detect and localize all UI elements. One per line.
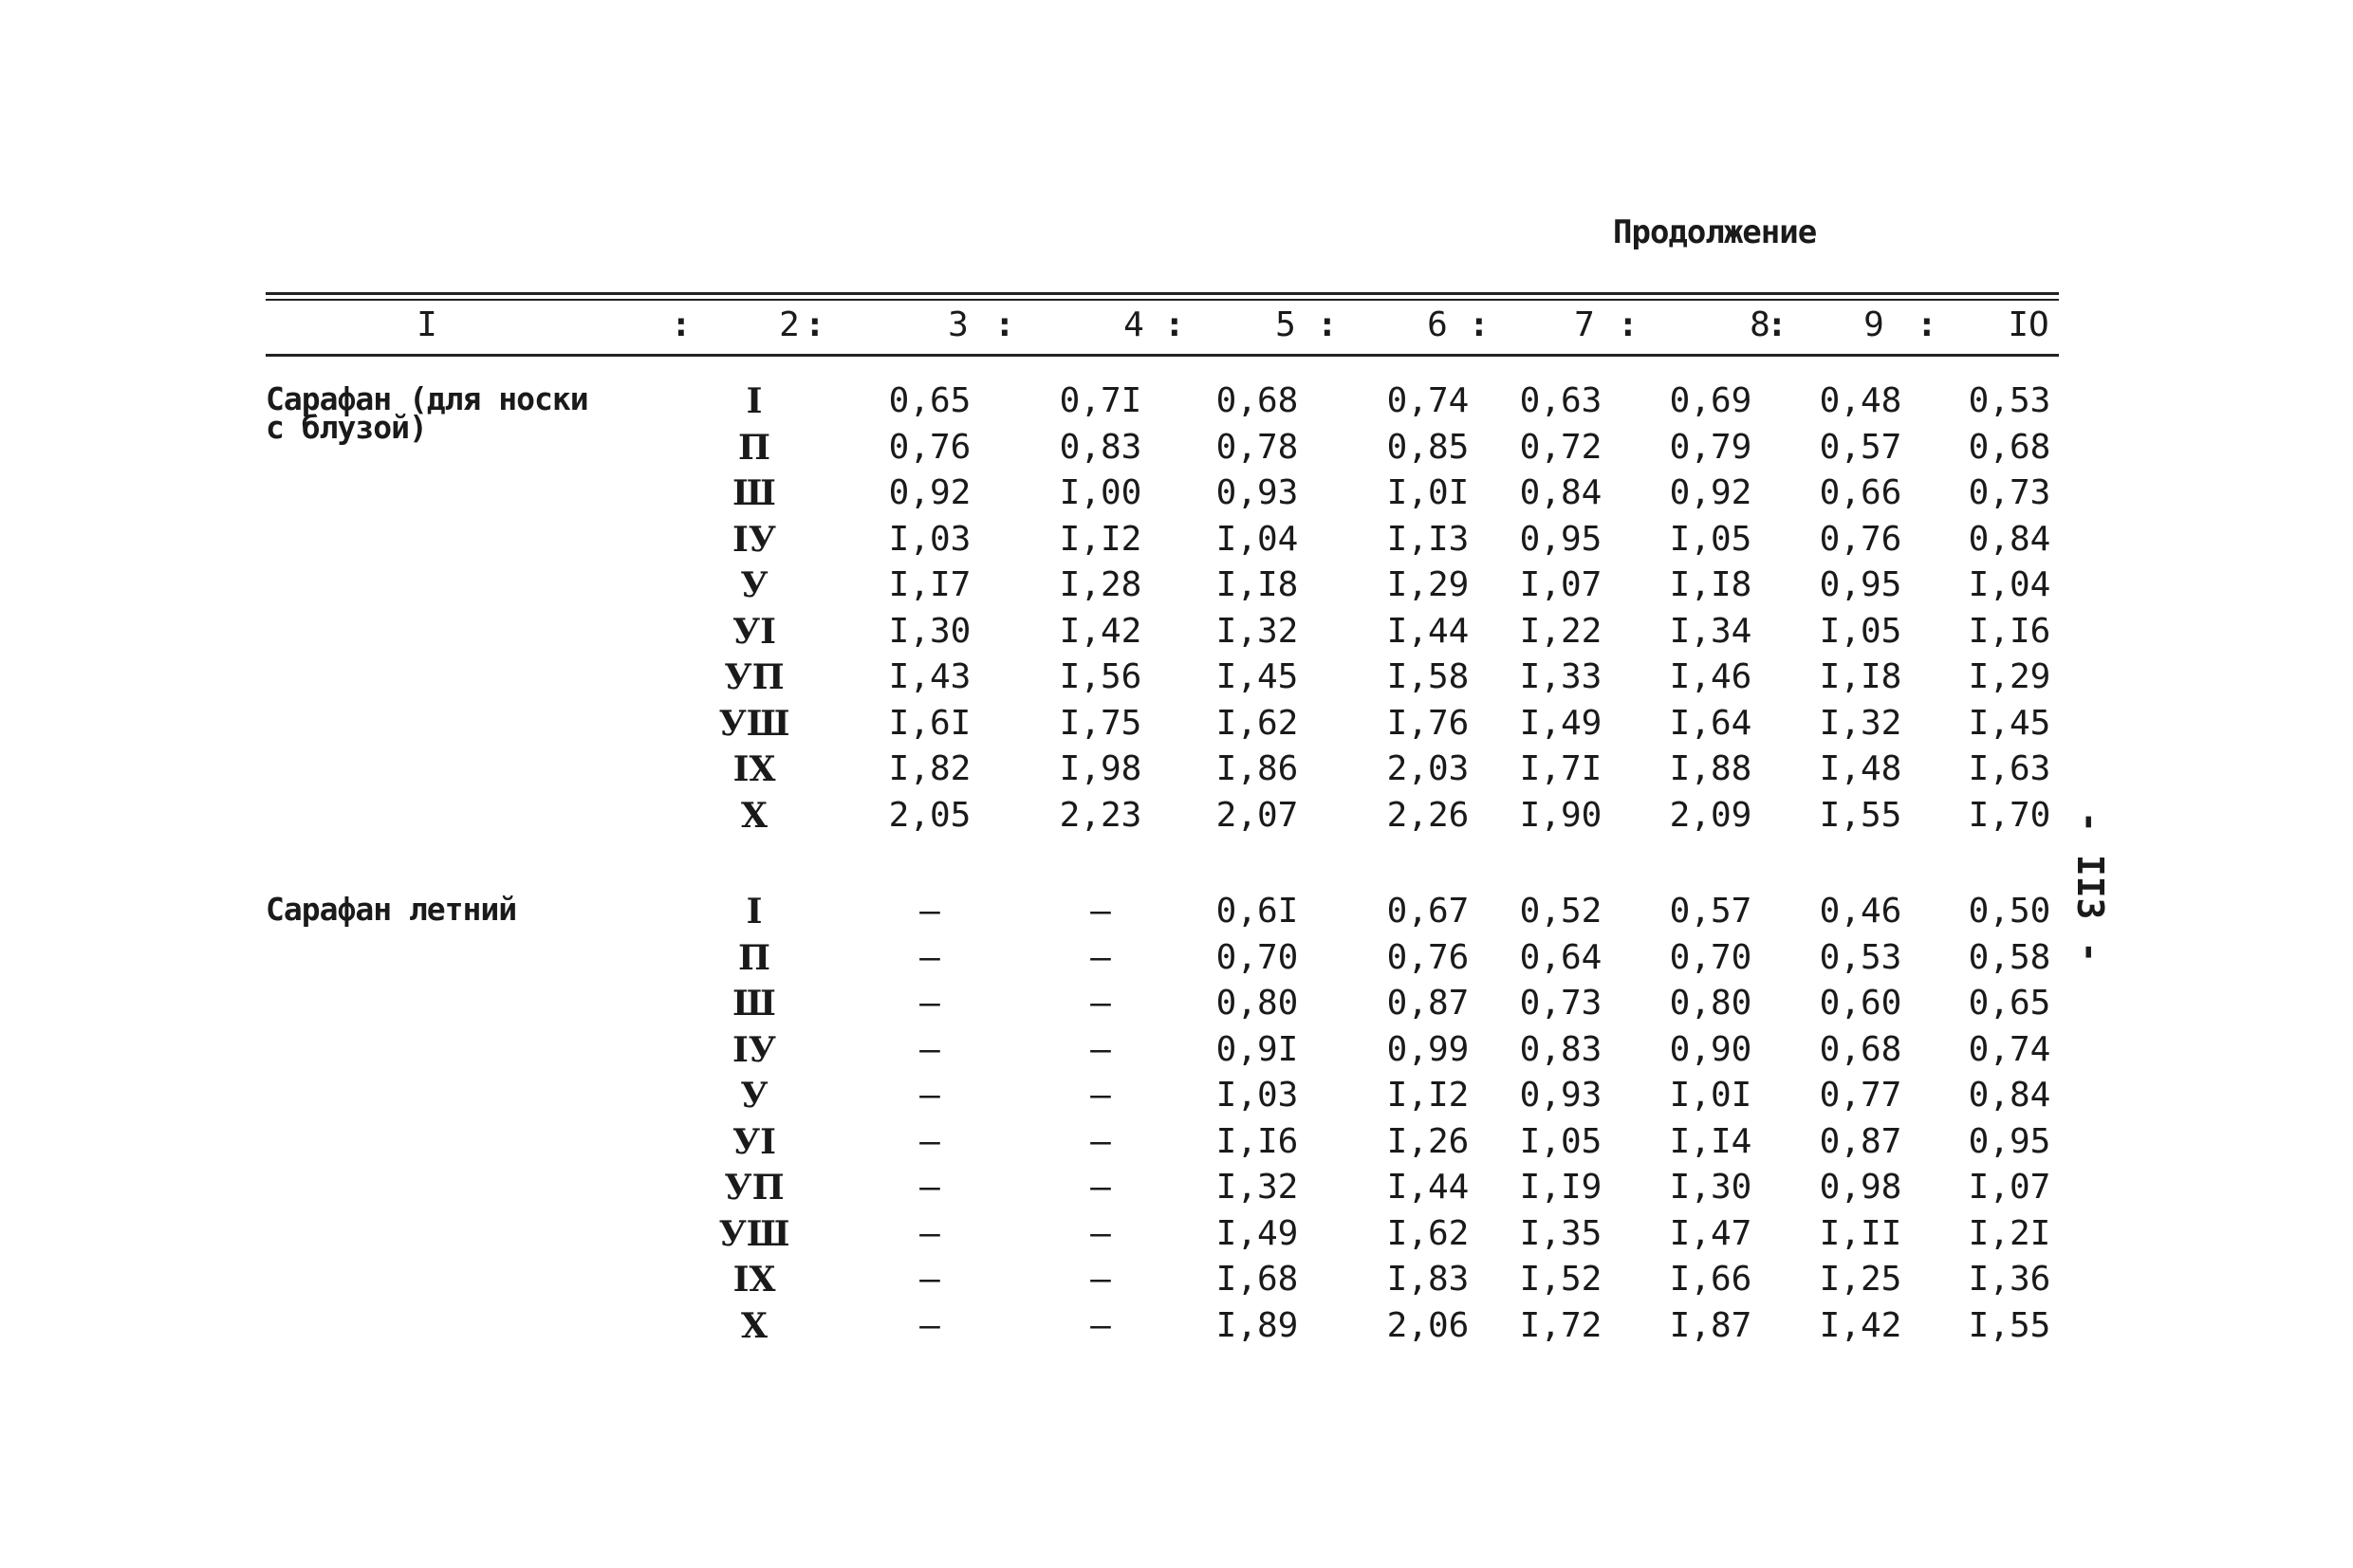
header-col-6: 6 xyxy=(1427,305,1448,344)
table-cell: I,I9 xyxy=(1519,1168,1603,1207)
table-cell: 2,06 xyxy=(1386,1305,1470,1345)
table-cell: I,44 xyxy=(1386,611,1470,651)
header-col-7: 7 xyxy=(1574,305,1595,344)
table-cell: 0,70 xyxy=(1215,937,1299,977)
header-separator: : xyxy=(1317,305,1338,344)
table-cell: I,49 xyxy=(1215,1213,1299,1253)
table-cell: I,I8 xyxy=(1215,565,1299,604)
table-cell: I,04 xyxy=(1968,565,2051,604)
table-cell: 0,9I xyxy=(1215,1029,1299,1069)
table-cell: – xyxy=(1090,1121,1111,1161)
header-col-4: 4 xyxy=(1123,305,1144,344)
size-label: Ш xyxy=(732,473,776,513)
table-cell: I,42 xyxy=(1819,1305,1902,1345)
table-header-rule xyxy=(266,354,2059,359)
table-cell: I,86 xyxy=(1215,749,1299,788)
table-cell: I,I7 xyxy=(888,565,972,604)
table-cell: 0,68 xyxy=(1968,427,2051,467)
table-cell: 0,48 xyxy=(1819,381,1902,420)
table-cell: – xyxy=(919,984,940,1023)
table-cell: 0,76 xyxy=(1819,519,1902,559)
table-cell: I,05 xyxy=(1669,519,1752,559)
table-cell: 0,83 xyxy=(1059,427,1142,467)
size-label: УШ xyxy=(718,1213,790,1254)
table-cell: – xyxy=(919,892,940,931)
header-separator: : xyxy=(1618,305,1639,344)
table-cell: 0,87 xyxy=(1386,984,1470,1023)
header-separator: : xyxy=(1469,305,1490,344)
table-cell: I,I8 xyxy=(1669,565,1752,604)
table-cell: I,82 xyxy=(888,749,972,788)
table-cell: I,I4 xyxy=(1669,1121,1752,1161)
table-cell: I,43 xyxy=(888,657,972,696)
table-cell: I,05 xyxy=(1819,611,1902,651)
table-cell: – xyxy=(919,1029,940,1069)
table-cell: 0,66 xyxy=(1819,473,1902,512)
size-label: I xyxy=(746,381,763,421)
table-cell: I,98 xyxy=(1059,749,1142,788)
table-cell: – xyxy=(919,937,940,977)
table-cell: I,0I xyxy=(1669,1076,1752,1115)
table-cell: 0,74 xyxy=(1386,381,1470,420)
table-cell: 0,73 xyxy=(1519,984,1603,1023)
table-cell: 0,65 xyxy=(888,381,972,420)
table-cell: 0,58 xyxy=(1968,937,2051,977)
table-cell: 0,60 xyxy=(1819,984,1902,1023)
table-cell: I,I6 xyxy=(1215,1121,1299,1161)
table-cell: 0,70 xyxy=(1669,937,1752,977)
table-cell: I,64 xyxy=(1669,703,1752,743)
table-cell: I,I3 xyxy=(1386,519,1470,559)
table-cell: 0,69 xyxy=(1669,381,1752,420)
header-separator: : xyxy=(671,305,692,344)
table-cell: I,63 xyxy=(1968,749,2051,788)
table-cell: 0,68 xyxy=(1215,381,1299,420)
section-label-line: с блузой) xyxy=(266,409,427,446)
header-col-1: I xyxy=(417,305,437,344)
size-label: У xyxy=(740,1076,769,1116)
table-cell: I,45 xyxy=(1968,703,2051,743)
section-label-line: Сарафан (для носки xyxy=(266,380,588,417)
table-cell: I,45 xyxy=(1215,657,1299,696)
table-cell: 0,53 xyxy=(1968,381,2051,420)
size-label: УШ xyxy=(718,703,790,744)
header-separator: : xyxy=(1164,305,1185,344)
table-cell: I,66 xyxy=(1669,1260,1752,1299)
table-cell: 0,79 xyxy=(1669,427,1752,467)
table-cell: – xyxy=(1090,1029,1111,1069)
table-cell: I,03 xyxy=(1215,1076,1299,1115)
table-cell: 0,63 xyxy=(1519,381,1603,420)
size-label: Х xyxy=(741,795,768,836)
header-col-8: 8 xyxy=(1750,305,1770,344)
header-col-2: 2 xyxy=(779,305,800,344)
header-separator: : xyxy=(994,305,1015,344)
table-cell: I,34 xyxy=(1669,611,1752,651)
table-cell: 0,87 xyxy=(1819,1121,1902,1161)
caption-continuation: Продолжение xyxy=(1613,213,1817,251)
table-cell: I,70 xyxy=(1968,795,2051,835)
size-label: П xyxy=(738,427,770,468)
table-cell: 0,93 xyxy=(1215,473,1299,512)
table-cell: 0,98 xyxy=(1819,1168,1902,1207)
table-cell: 2,03 xyxy=(1386,749,1470,788)
table-cell: I,32 xyxy=(1819,703,1902,743)
table-cell: 0,74 xyxy=(1968,1029,2051,1069)
table-cell: 0,72 xyxy=(1519,427,1603,467)
table-cell: 0,68 xyxy=(1819,1029,1902,1069)
table-cell: I,52 xyxy=(1519,1260,1603,1299)
table-cell: 2,07 xyxy=(1215,795,1299,835)
table-cell: 0,92 xyxy=(888,473,972,512)
table-cell: I,33 xyxy=(1519,657,1603,696)
size-label: П xyxy=(738,937,770,978)
table-cell: I,62 xyxy=(1386,1213,1470,1253)
table-cell: I,05 xyxy=(1519,1121,1603,1161)
table-cell: I,55 xyxy=(1968,1305,2051,1345)
table-cell: I,62 xyxy=(1215,703,1299,743)
table-cell: I,89 xyxy=(1215,1305,1299,1345)
table-cell: 0,65 xyxy=(1968,984,2051,1023)
table-cell: – xyxy=(1090,1213,1111,1253)
table-cell: 0,84 xyxy=(1968,1076,2051,1115)
size-label: I xyxy=(746,892,763,932)
size-label: УП xyxy=(724,657,785,697)
table-cell: 0,57 xyxy=(1669,892,1752,931)
table-cell: I,07 xyxy=(1968,1168,2051,1207)
header-col-3: 3 xyxy=(948,305,969,344)
table-cell: I,0I xyxy=(1386,473,1470,512)
table-cell: – xyxy=(919,1305,940,1345)
table-cell: I,48 xyxy=(1819,749,1902,788)
table-cell: I,7I xyxy=(1519,749,1603,788)
table-cell: 2,05 xyxy=(888,795,972,835)
table-cell: I,29 xyxy=(1968,657,2051,696)
table-cell: – xyxy=(919,1076,940,1115)
page-number: - II3 - xyxy=(2069,811,2111,964)
table-cell: 2,23 xyxy=(1059,795,1142,835)
table-cell: 0,77 xyxy=(1819,1076,1902,1115)
table-cell: 0,76 xyxy=(888,427,972,467)
table-cell: I,03 xyxy=(888,519,972,559)
header-separator: : xyxy=(1767,305,1788,344)
table-cell: I,28 xyxy=(1059,565,1142,604)
header-separator: : xyxy=(805,305,825,344)
table-cell: 0,53 xyxy=(1819,937,1902,977)
size-label: IУ xyxy=(732,1029,777,1070)
table-cell: I,56 xyxy=(1059,657,1142,696)
table-cell: I,30 xyxy=(1669,1168,1752,1207)
table-cell: – xyxy=(1090,984,1111,1023)
table-cell: I,75 xyxy=(1059,703,1142,743)
table-cell: 0,67 xyxy=(1386,892,1470,931)
table-cell: 0,85 xyxy=(1386,427,1470,467)
table-cell: I,I6 xyxy=(1968,611,2051,651)
table-cell: – xyxy=(1090,1260,1111,1299)
table-cell: I,29 xyxy=(1386,565,1470,604)
table-cell: I,58 xyxy=(1386,657,1470,696)
table-cell: I,I2 xyxy=(1386,1076,1470,1115)
table-cell: 0,7I xyxy=(1059,381,1142,420)
header-col-5: 5 xyxy=(1275,305,1296,344)
table-cell: 0,76 xyxy=(1386,937,1470,977)
table-cell: I,55 xyxy=(1819,795,1902,835)
table-cell: – xyxy=(1090,1168,1111,1207)
table-cell: 0,90 xyxy=(1669,1029,1752,1069)
table-cell: I,30 xyxy=(888,611,972,651)
table-cell: – xyxy=(919,1260,940,1299)
table-cell: I,22 xyxy=(1519,611,1603,651)
table-cell: I,49 xyxy=(1519,703,1603,743)
table-cell: – xyxy=(1090,1076,1111,1115)
table-cell: I,47 xyxy=(1669,1213,1752,1253)
table-cell: 0,80 xyxy=(1215,984,1299,1023)
table-cell: I,25 xyxy=(1819,1260,1902,1299)
table-cell: I,76 xyxy=(1386,703,1470,743)
size-label: IУ xyxy=(732,519,777,560)
table-cell: I,36 xyxy=(1968,1260,2051,1299)
table-cell: 0,84 xyxy=(1519,473,1603,512)
table-cell: 0,64 xyxy=(1519,937,1603,977)
table-cell: – xyxy=(1090,937,1111,977)
table-cell: I,72 xyxy=(1519,1305,1603,1345)
table-cell: I,35 xyxy=(1519,1213,1603,1253)
size-label: УI xyxy=(732,611,777,652)
table-cell: I,44 xyxy=(1386,1168,1470,1207)
size-label: Ш xyxy=(732,984,776,1024)
table-cell: 0,50 xyxy=(1968,892,2051,931)
table-cell: I,26 xyxy=(1386,1121,1470,1161)
table-cell: I,83 xyxy=(1386,1260,1470,1299)
table-cell: I,88 xyxy=(1669,749,1752,788)
table-cell: 0,99 xyxy=(1386,1029,1470,1069)
table-cell: – xyxy=(1090,1305,1111,1345)
table-cell: I,32 xyxy=(1215,1168,1299,1207)
table-cell: – xyxy=(919,1168,940,1207)
table-cell: I,04 xyxy=(1215,519,1299,559)
table-cell: 0,78 xyxy=(1215,427,1299,467)
table-cell: – xyxy=(919,1213,940,1253)
table-top-rule xyxy=(266,292,2059,301)
section-label xyxy=(266,891,517,928)
header-col-9: 9 xyxy=(1863,305,1884,344)
table-cell: I,I8 xyxy=(1819,657,1902,696)
table-cell: 0,80 xyxy=(1669,984,1752,1023)
table-cell: I,2I xyxy=(1968,1213,2051,1253)
header-separator: : xyxy=(1917,305,1937,344)
size-label: У xyxy=(740,565,769,605)
table-cell: 2,09 xyxy=(1669,795,1752,835)
table-cell: 0,73 xyxy=(1968,473,2051,512)
table-cell: 0,95 xyxy=(1968,1121,2051,1161)
table-cell: I,6I xyxy=(888,703,972,743)
table-cell: 0,57 xyxy=(1819,427,1902,467)
section-label xyxy=(266,380,588,446)
table-cell: 2,26 xyxy=(1386,795,1470,835)
size-label: IХ xyxy=(732,749,776,789)
table-cell: 0,46 xyxy=(1819,892,1902,931)
table-cell: I,07 xyxy=(1519,565,1603,604)
table-cell: I,00 xyxy=(1059,473,1142,512)
table-cell: 0,84 xyxy=(1968,519,2051,559)
table-cell: – xyxy=(1090,892,1111,931)
table-cell: I,42 xyxy=(1059,611,1142,651)
size-label: Х xyxy=(741,1305,768,1346)
table-cell: 0,93 xyxy=(1519,1076,1603,1115)
table-cell: I,II xyxy=(1819,1213,1902,1253)
table-cell: 0,95 xyxy=(1819,565,1902,604)
table-cell: 0,95 xyxy=(1519,519,1603,559)
section-label-line: Сарафан летний xyxy=(266,891,517,928)
table-cell: I,90 xyxy=(1519,795,1603,835)
table-cell: 0,92 xyxy=(1669,473,1752,512)
size-label: УI xyxy=(732,1121,777,1162)
table-cell: 0,83 xyxy=(1519,1029,1603,1069)
table-cell: I,32 xyxy=(1215,611,1299,651)
table-cell: I,68 xyxy=(1215,1260,1299,1299)
table-cell: 0,52 xyxy=(1519,892,1603,931)
size-label: УП xyxy=(724,1168,785,1208)
table-cell: I,I2 xyxy=(1059,519,1142,559)
header-col-10: IO xyxy=(2008,305,2049,344)
table-cell: I,87 xyxy=(1669,1305,1752,1345)
table-cell: 0,6I xyxy=(1215,892,1299,931)
table-cell: I,46 xyxy=(1669,657,1752,696)
table-cell: – xyxy=(919,1121,940,1161)
size-label: IХ xyxy=(732,1260,776,1300)
